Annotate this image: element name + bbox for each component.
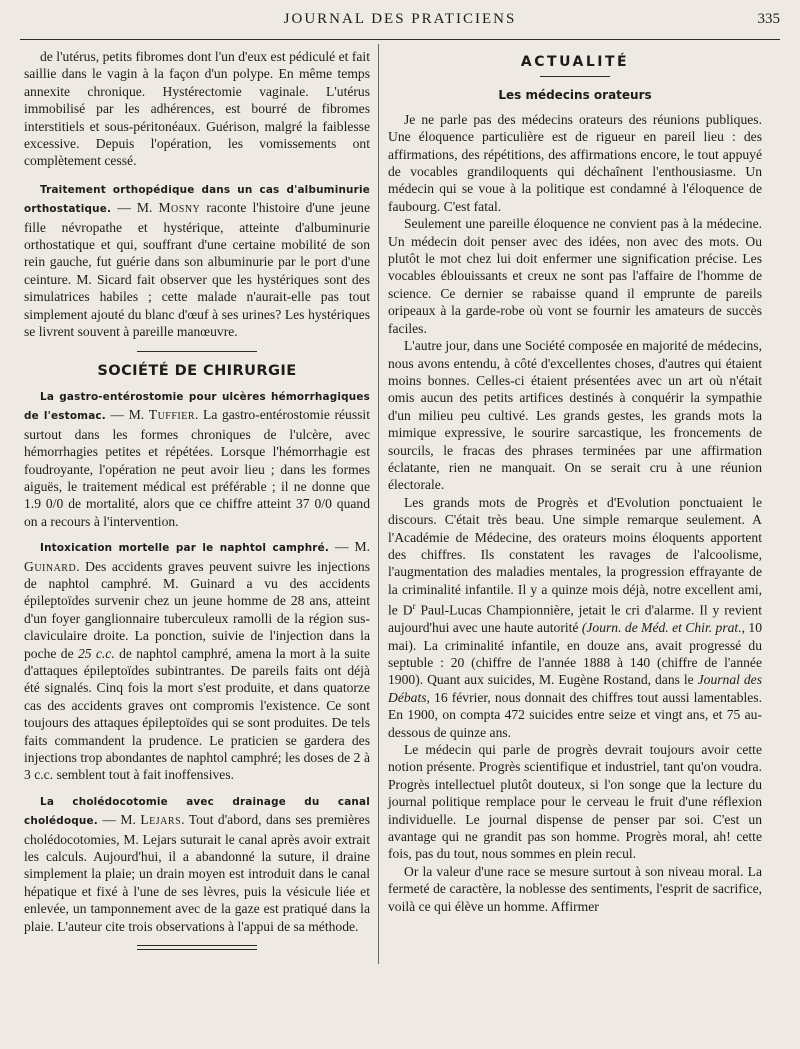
report-naphtol [24, 538, 370, 784]
section-heading-chirurgie: SOCIÉTÉ DE CHIRURGIE [97, 361, 297, 379]
text-run: , 16 février, nous donnait des chiffres tout aussi lamentables. En 1900, on compta 472 suicides entre seize et vingt ans, et 75 au-dessous de quinze ans. [388, 689, 762, 740]
report-body: . La gastro-entérostomie réussit surtout dans les formes chroniques de l'ulcère, avec hémorrhagies petites et répétées. Lorsque l'hémorrhagie est foudroyante, l'opération ne peut avoir lieu ; dans les formes aiguës, le traitement médical est préférable ; il ne donne que 1.9 0/0 de mortalité, alors que ce chiffre atteint 37 0/0 quand on a recours à l'intervention. [24, 407, 370, 529]
left-column [24, 48, 370, 950]
dash: — M. [97, 812, 141, 828]
actualite-rule [540, 76, 610, 77]
superscript: r [412, 601, 416, 612]
article-paragraph-6: Or la valeur d'une race se mesure surtout à son niveau moral. La fermeté de caractère, la noblesse des sentiments, l'esprit de sacrifice, voilà ce qui élève un homme. Affirmer [388, 863, 762, 914]
report-body: raconte l'histoire d'une jeune fille névropathe et hystérique, atteinte d'albuminurie orthostatique et qui, souffrant d'une certaine mobilité de son rein gauche, fut guérie dans son albuminurie par le port d'une ceinture. M. Sicard fait observer que les hystériques sont des simulatrices habiles ; cette malade n'aurait-elle pas tout simplement ajouté du blanc d'œuf à ses urines? Les hystériques se livrent souvent à pareille manœuvre. [24, 200, 370, 340]
article-paragraph-5: Le médecin qui parle de progrès devrait toujours avoir cette notion présente. Progrès scientifique et industriel, tant qu'on voudra. Progrès intellectuel plutôt douteux, si l'on songe que la lecture du journal politique remplace pour le cerveau le fruit d'une réflexion individuelle. Le journal dispense de penser par soi. C'est un avantage qui ne grandit pas son homme. Progrès moral, ah! cette fois, pas du tout, nous sommes en plein recul. [388, 741, 762, 862]
author-name: Guinard [24, 558, 77, 574]
right-column [388, 48, 762, 915]
report-title: Traitement orthopédique dans un cas d'albuminurie orthostatique. [24, 183, 370, 216]
report-title: La cholédocotomie avec drainage du canal cholédoque. [24, 795, 370, 828]
report-body: . Des accidents graves peuvent suivre les injections de naphtol camphré. M. Guinard a vu des accidents épileptoïdes survenir chez un jeune homme de 28 ans, atteint d'un foyer ganglionnaire tuberculeux ramolli de la région sus-claviculaire droite. La ponction, suivie de l'injection dans la poche de [24, 558, 370, 661]
text-run: 10 mai). La criminalité infantile, en douze ans, avait progressé du septuble : 20 (chiffre de l'année 1888 à 140 (chiffre de l'année 1900). Quant aux suicides, M. Eugène Rostand, dans le [388, 620, 762, 688]
article-paragraph-2: Seulement une pareille éloquence ne convient pas à la médecine. Un médecin doit penser avec des idées, non avec des mots. Ou plutôt le mot chez lui doit enfermer une signification précise. Les vocables éblouissants et creux ne sont pas l'affaire de l'homme de science. Ce dernier se rabaisse quand il emprunte de pareils oripeaux à la garde-robe où vont se fournir les amateurs de succès faciles. [388, 216, 762, 336]
section-heading-actualite: ACTUALITÉ [520, 54, 630, 70]
opening-paragraph: de l'utérus, petits fibromes dont l'un d'eux est pédiculé et fait saillie dans le vagin à la façon d'un polype. En même temps annexite chronique. Hystérectomie vaginale. L'utérus immobilisé par les adhérences, est bourré de fibromes interstitiels et sous-péritonéaux. Guérison, malgré la faiblesse excessive. Depuis l'opération, les vomissements ont complètement cessé. [24, 49, 370, 169]
header-rule [20, 39, 780, 40]
report-orthopedic [24, 180, 370, 341]
dose-value: 25 c.c. [77, 645, 115, 661]
dash: — M. [111, 200, 159, 216]
report-gastro [24, 387, 370, 530]
author-name: Tuffier [148, 407, 196, 423]
text-run: Les grands mots de Progrès et d'Evolution ponctuaient le discours. C'était très beau. Une simple remarque seulement. A l'Académie de Médecine, des orateurs moins éloquents apportent des chiffres. Ils constatent les ravages de l'alcoolisme, l'augmentation des maladies mentales, la progression effrayante de la criminalité infantile. Il y a quinze mois déjà, notre excellent ami, le D [388, 494, 762, 618]
author-name: Mosny [158, 200, 201, 216]
dash: — M. [105, 407, 149, 423]
article-title: Les médecins orateurs [498, 88, 652, 103]
running-head [20, 8, 780, 34]
running-title: JOURNAL DES PRATICIENS [283, 11, 517, 27]
article-paragraph-3: L'autre jour, dans une Société composée en majorité de médecins, nous avons entendu, à côté d'excellentes choses, d'autres qui étaient moins bonnes. Celles-ci étaient présentées avec un art où n'était omis aucun des petits artifices destinés à conquérir la sympathie d'un milieu peu cultivé. Les grands gestes, les grands mots la mimique expressive, le sourire sarcastique, les froncements de sourcils, le fracas des phrases terminées par une affirmation éclatante, rien ne manquait. On se serait cru à une réunion électorale. [388, 338, 762, 493]
dash: — M. [329, 539, 370, 555]
report-choledocotomie [24, 792, 370, 935]
end-rule [137, 945, 257, 950]
report-body-cont: de naphtol camphré, amena la mort à la suite d'attaques épileptoïdes subintrantes. De pareils faits ont déjà été signalés. Cinq fois la mort s'est produite, et dans quatorze cas des accidents graves ont compromis l'existence. Ce sont toujours des attaques épileptoïdes qui se sont produites. De tels faits commandent la prudence. Le praticien se gardera des injections trop abondantes de naphtol camphré; les doses de 2 à 3 c.c. semblent tout à fait inoffensives. [24, 645, 370, 783]
article-paragraph-4 [388, 494, 762, 741]
text-run: Paul-Lucas Championnière, jetait le cri d'alarme. Il y revient aujourd'hui avec une haute autorité [388, 602, 763, 636]
citation: (Journ. de Méd. et Chir. prat., [581, 620, 745, 636]
page-number: 335 [757, 11, 780, 27]
report-title: Intoxication mortelle par le naphtol camphré. [40, 542, 330, 555]
journal-name: Journal des Débats [388, 672, 762, 705]
column-divider [378, 44, 379, 964]
section-rule [137, 351, 257, 352]
author-name: Lejars [140, 812, 182, 828]
report-title: La gastro-entérostomie pour ulcères hémorrhagiques de l'estomac. [24, 390, 370, 423]
article-paragraph-1: Je ne parle pas des médecins orateurs des réunions publiques. Une éloquence particulière est de rigueur en pareil lieu : des affirmations, des répétitions, des affirmations encore, le tout appuyé de vocables grandiloquents qui déchaînent l'enthousiasme. Un médecin qui se voue à la politique est condamné à l'éloquence de faubourg. C'est fatal. [388, 111, 762, 214]
report-body: . Tout d'abord, dans ses premières cholédocotomies, M. Lejars suturait le canal après avoir extrait les calculs. Aujourd'hui, il a abandonné la suture, il draine simplement la plaie; un drain moyen est introduit dans le canal hépatique et fixé à l'une de ses lèvres, puis la vésicule liée et enlevée, un tamponnement avec de la gaze est pratiqué dans la plaie. L'auteur cite trois observations à l'appui de sa méthode. [24, 812, 371, 934]
